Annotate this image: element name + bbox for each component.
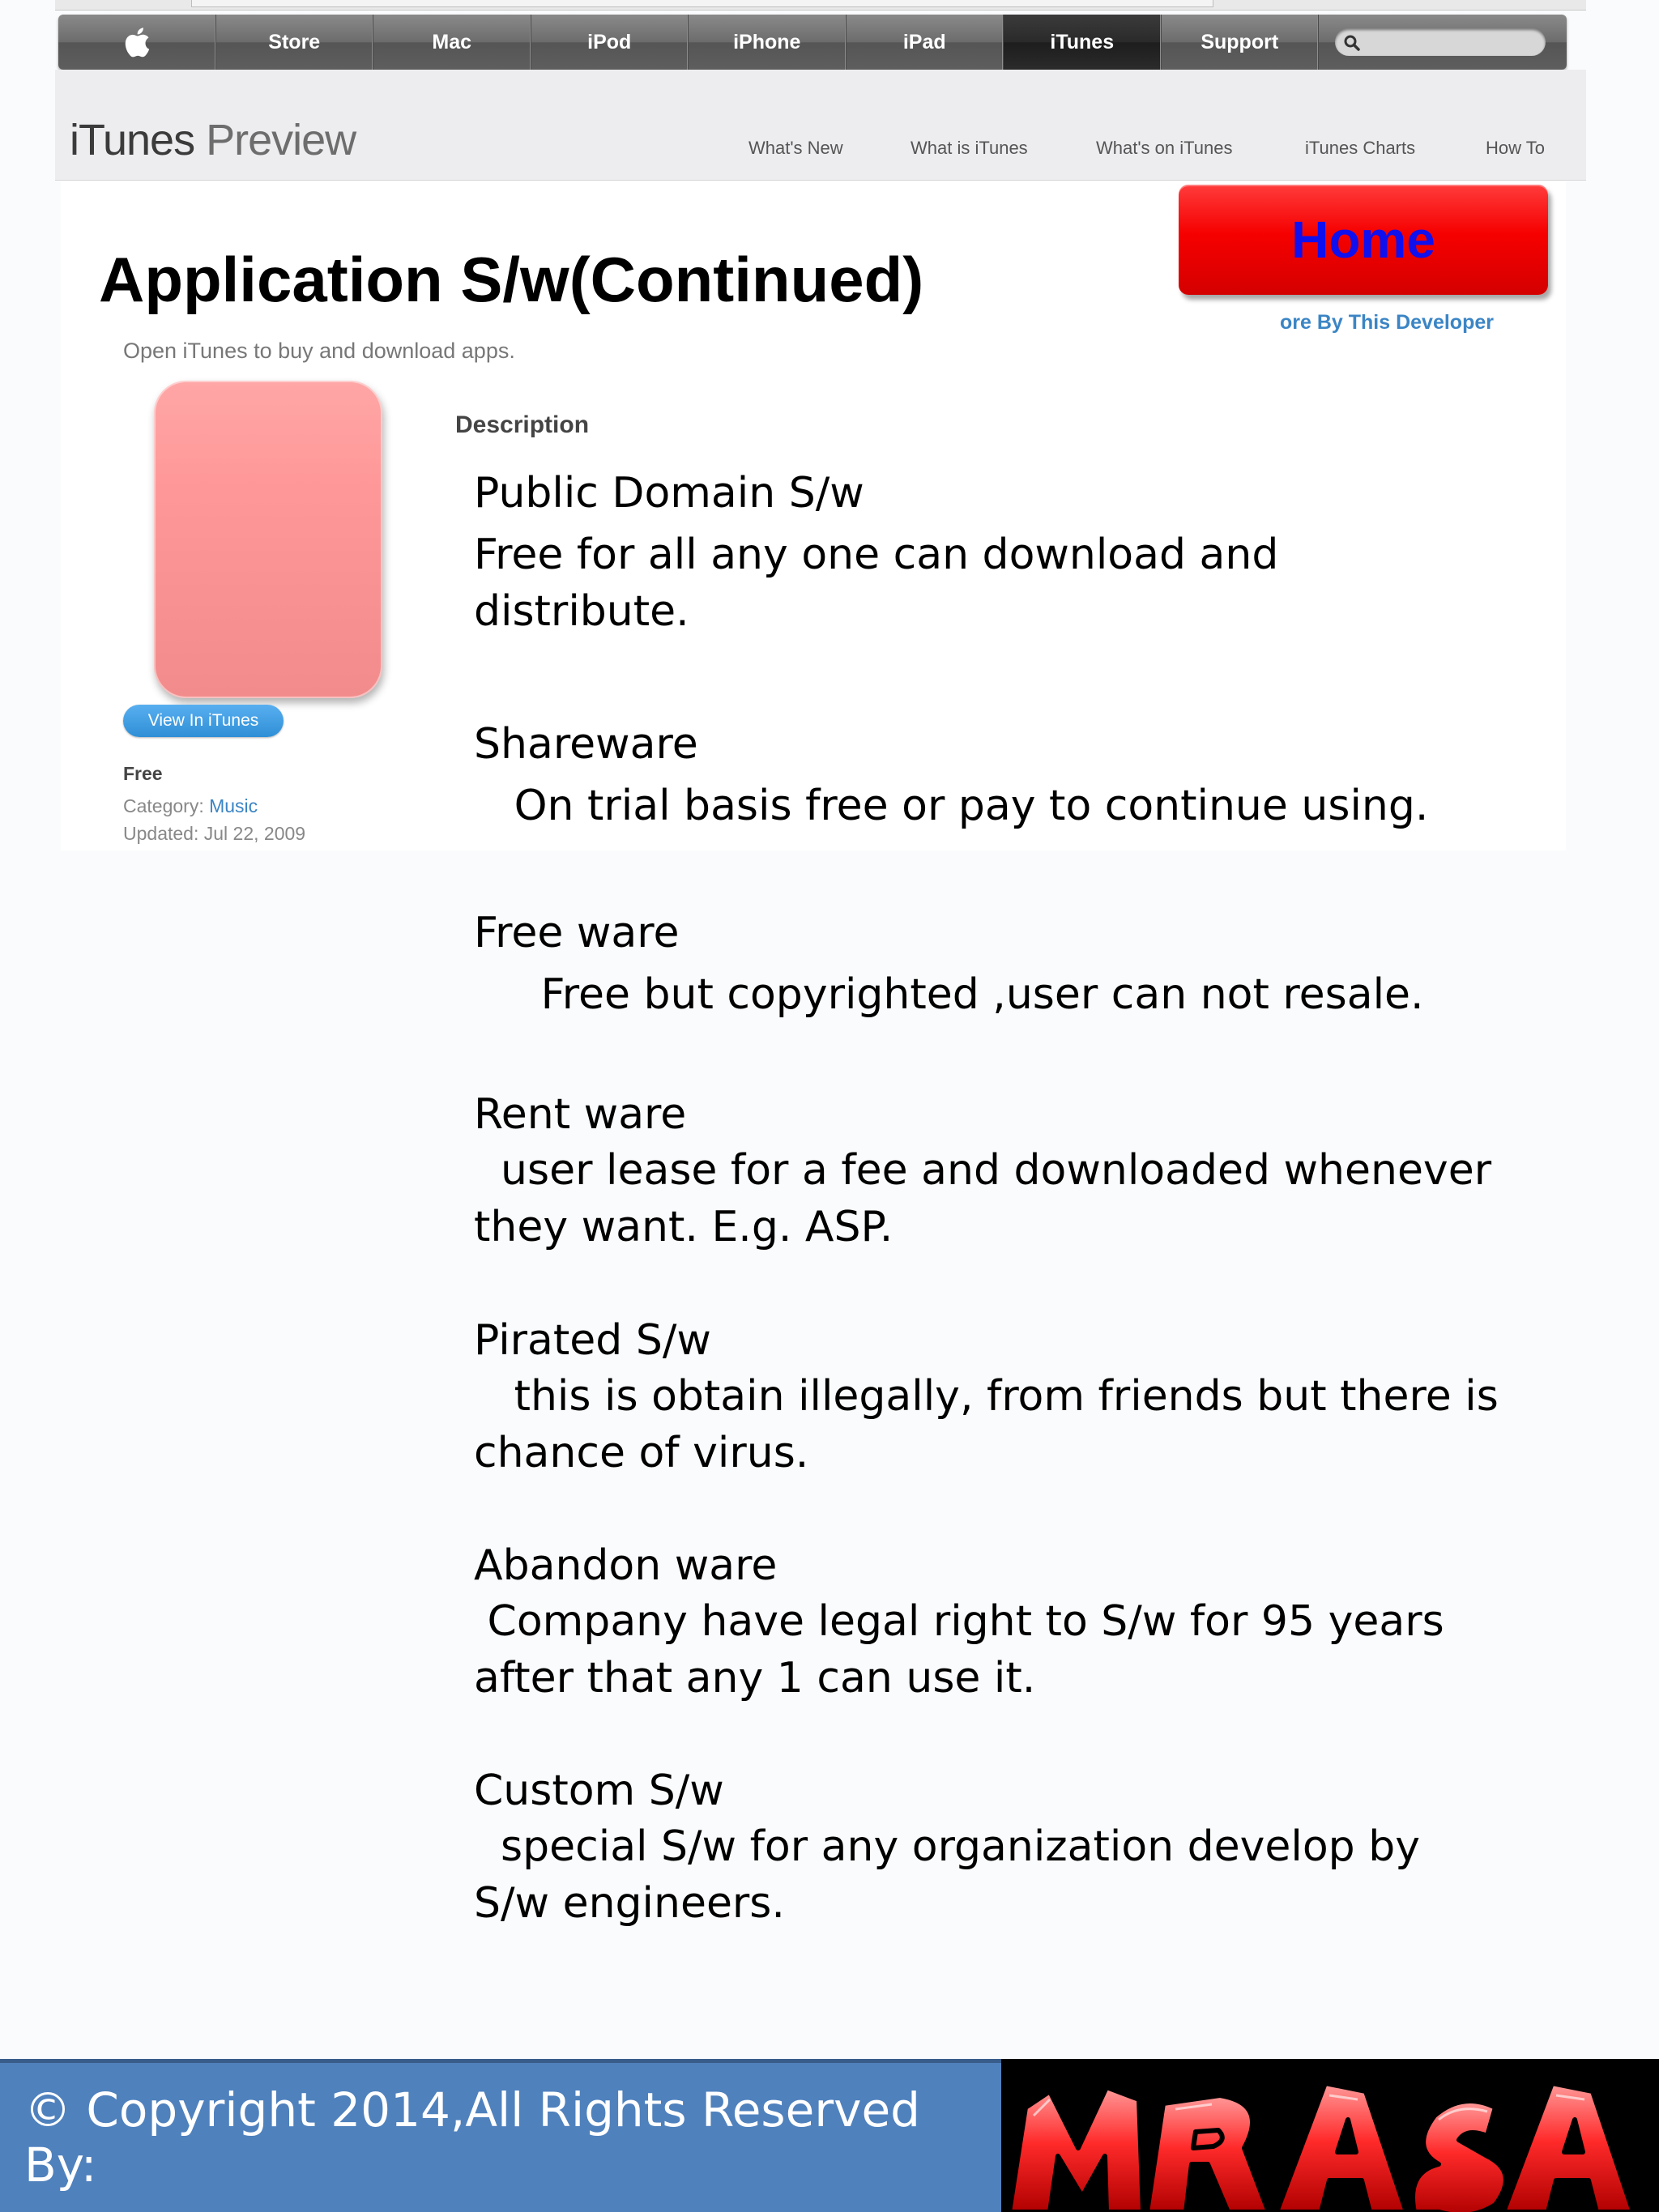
nav-mac[interactable]: Mac	[373, 15, 531, 70]
section-custom-body: special S/w for any organization develop by S/w engineers.	[474, 1822, 1420, 1928]
nav-support[interactable]: Support	[1162, 15, 1320, 70]
logo-brand: iTunes	[70, 116, 195, 164]
section-pirated-title: Pirated S/w	[474, 1316, 711, 1365]
section-freeware-body: Free but copyrighted ,user can not resale.	[474, 970, 1424, 1019]
slide-title: Application S/w(Continued)	[99, 244, 924, 315]
section-pirated-body: this is obtain illegally, from friends but there is chance of virus.	[474, 1372, 1499, 1477]
search-input[interactable]	[1335, 28, 1546, 56]
nav-store[interactable]: Store	[216, 15, 374, 70]
browser-tab-strip	[55, 0, 1586, 11]
subnav-itunes-charts[interactable]: iTunes Charts	[1305, 138, 1416, 158]
description-heading: Description	[455, 411, 590, 438]
section-custom-title: Custom S/w	[474, 1767, 724, 1815]
copyright-text: © Copyright 2014,All Rights Reserved By:	[24, 2082, 920, 2193]
more-by-developer-link[interactable]: ore By This Developer	[1280, 311, 1494, 334]
app-updated	[123, 823, 305, 845]
graffiti-logo-art	[1001, 2059, 1659, 2212]
search-icon	[1343, 34, 1361, 52]
updated-date: Jul 22, 2009	[203, 823, 306, 844]
category-label: Category:	[123, 795, 204, 816]
subnav-how-to[interactable]: How To	[1486, 138, 1545, 158]
view-in-itunes-button[interactable]: View In iTunes	[123, 705, 284, 737]
section-rentware-title: Rent ware	[474, 1090, 687, 1139]
logo-product: Preview	[206, 116, 356, 164]
apple-logo-icon[interactable]	[58, 15, 216, 70]
updated-label: Updated:	[123, 823, 199, 844]
nav-ipod[interactable]: iPod	[531, 15, 689, 70]
home-button[interactable]: Home	[1179, 185, 1548, 295]
top-navigation-bar	[58, 15, 1567, 70]
nav-search-area	[1319, 15, 1567, 70]
app-icon	[154, 381, 382, 698]
open-itunes-note: Open iTunes to buy and download apps.	[123, 339, 515, 363]
subnav-whats-new[interactable]: What's New	[748, 138, 843, 158]
subnav-whats-on-itunes[interactable]: What's on iTunes	[1096, 138, 1233, 158]
section-shareware-title: Shareware	[474, 720, 698, 769]
section-public-domain-body: Free for all any one can download and distribute.	[474, 531, 1279, 636]
itunes-preview-logo	[70, 115, 356, 165]
graffiti-logo	[1001, 2059, 1659, 2212]
footer	[0, 2059, 1659, 2212]
itunes-preview-header	[55, 70, 1586, 181]
app-price: Free	[123, 763, 163, 784]
section-rentware-body: user lease for a fee and downloaded whenever they want. E.g. ASP.	[474, 1146, 1492, 1251]
nav-itunes[interactable]: iTunes	[1004, 15, 1162, 70]
app-category	[123, 795, 258, 817]
nav-ipad[interactable]: iPad	[847, 15, 1004, 70]
category-link[interactable]: Music	[209, 795, 258, 816]
section-shareware-body: On trial basis free or pay to continue using.	[474, 782, 1429, 830]
section-freeware-title: Free ware	[474, 909, 680, 957]
section-abandonware-title: Abandon ware	[474, 1541, 778, 1590]
subnav-what-is-itunes[interactable]: What is iTunes	[911, 138, 1028, 158]
section-public-domain-title: Public Domain S/w	[474, 469, 864, 518]
apple-icon	[123, 26, 151, 58]
footer-copyright-bar	[0, 2059, 1001, 2212]
nav-iphone[interactable]: iPhone	[689, 15, 847, 70]
browser-tab[interactable]	[191, 0, 1213, 7]
section-abandonware-body: Company have legal right to S/w for 95 years after that any 1 can use it.	[474, 1597, 1444, 1703]
